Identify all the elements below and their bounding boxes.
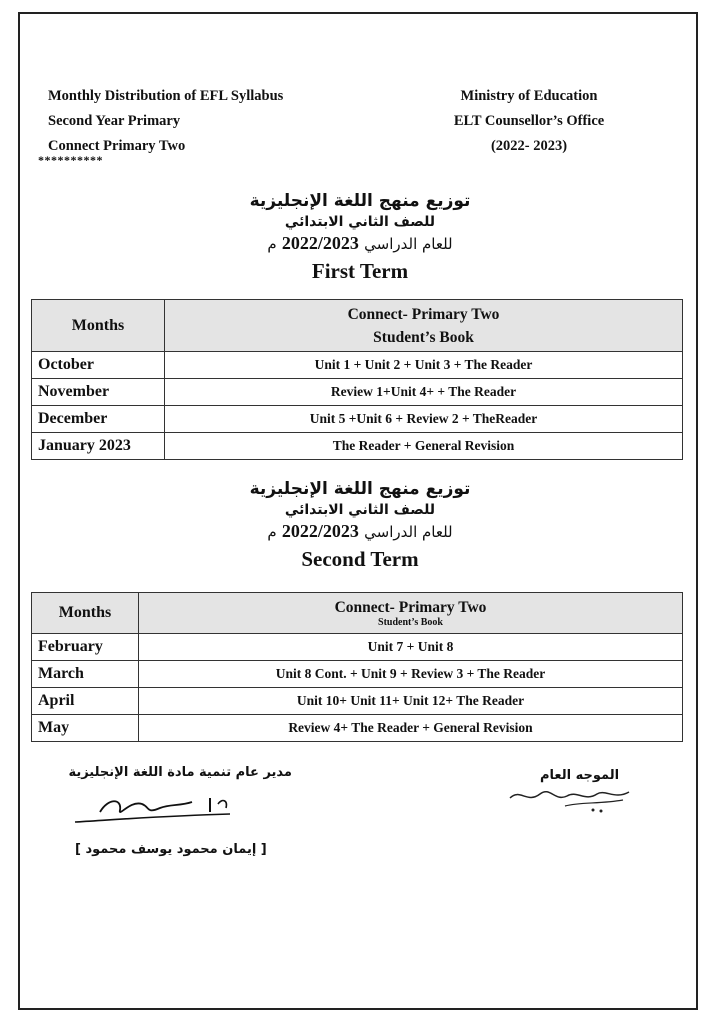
month-cell: February <box>32 634 139 661</box>
content-cell: Unit 7 + Unit 8 <box>139 634 683 661</box>
month-cell: November <box>32 379 165 406</box>
months-header: Months <box>32 593 139 634</box>
term2-arabic-year: للعام الدراسي 2022/2023 م <box>267 521 453 541</box>
month-cell: January 2023 <box>32 433 165 460</box>
term1-arabic-year: للعام الدراسي 2022/2023 م <box>267 233 453 253</box>
left-signatory-name: [ إيمان محمود يوسف محمود ] <box>75 842 267 857</box>
table-row <box>32 433 683 460</box>
table-row <box>32 688 683 715</box>
book-header: Connect- Primary Two Student’s Book <box>165 300 683 352</box>
table-row <box>32 634 683 661</box>
content-cell: Unit 8 Cont. + Unit 9 + Review 3 + The Reader <box>139 661 683 688</box>
month-cell: May <box>32 715 139 742</box>
month-cell: December <box>32 406 165 433</box>
book-header: Connect- Primary Two Student’s Book <box>139 593 683 634</box>
table-header-row <box>32 300 683 352</box>
term1-heading <box>0 190 720 285</box>
content-cell: Review 1+Unit 4+ + The Reader <box>165 379 683 406</box>
right-signatory-title: الموجه العام <box>540 768 620 783</box>
content-cell: Unit 10+ Unit 11+ Unit 12+ The Reader <box>139 688 683 715</box>
month-cell: April <box>32 688 139 715</box>
term2-heading <box>0 478 720 573</box>
term2-table <box>31 592 683 742</box>
term2-title: Second Term <box>301 547 419 571</box>
table-row <box>32 352 683 379</box>
content-cell: Unit 5 +Unit 6 + Review 2 + TheReader <box>165 406 683 433</box>
syllabus-title: Monthly Distribution of EFL Syllabus <box>48 88 284 104</box>
header-left <box>48 84 283 159</box>
table-row <box>32 715 683 742</box>
year-label: (2022- 2023) <box>490 138 568 154</box>
content-cell: Review 4+ The Reader + General Revision <box>139 715 683 742</box>
content-cell: The Reader + General Revision <box>165 433 683 460</box>
grade-label: Second Year Primary <box>48 113 181 129</box>
office-label: ELT Counsellor’s Office <box>453 113 605 129</box>
ministry-label: Ministry of Education <box>460 88 598 104</box>
term2-arabic-grade: للصف الثاني الابتدائي <box>284 502 436 518</box>
left-signature-block <box>52 765 292 780</box>
term1-arabic-grade: للصف الثاني الابتدائي <box>284 214 436 230</box>
term1-arabic-title: توزيع منهج اللغة الإنجليزية <box>249 191 471 211</box>
left-signatory-title: مدير عام تنمية مادة اللغة الإنجليزية <box>68 765 292 780</box>
stars-divider: ********** <box>38 153 103 167</box>
month-cell: March <box>32 661 139 688</box>
term2-arabic-title: توزيع منهج اللغة الإنجليزية <box>249 479 471 499</box>
table-row <box>32 379 683 406</box>
right-signature-mark <box>505 780 635 816</box>
left-signature-mark <box>70 790 240 830</box>
table-row <box>32 661 683 688</box>
book-label: Connect Primary Two <box>48 138 186 154</box>
months-header: Months <box>32 300 165 352</box>
term1-table <box>31 299 683 460</box>
term1-title: First Term <box>311 259 409 283</box>
header-right <box>434 84 624 159</box>
content-cell: Unit 1 + Unit 2 + Unit 3 + The Reader <box>165 352 683 379</box>
table-header-row <box>32 593 683 634</box>
month-cell: October <box>32 352 165 379</box>
table-row <box>32 406 683 433</box>
